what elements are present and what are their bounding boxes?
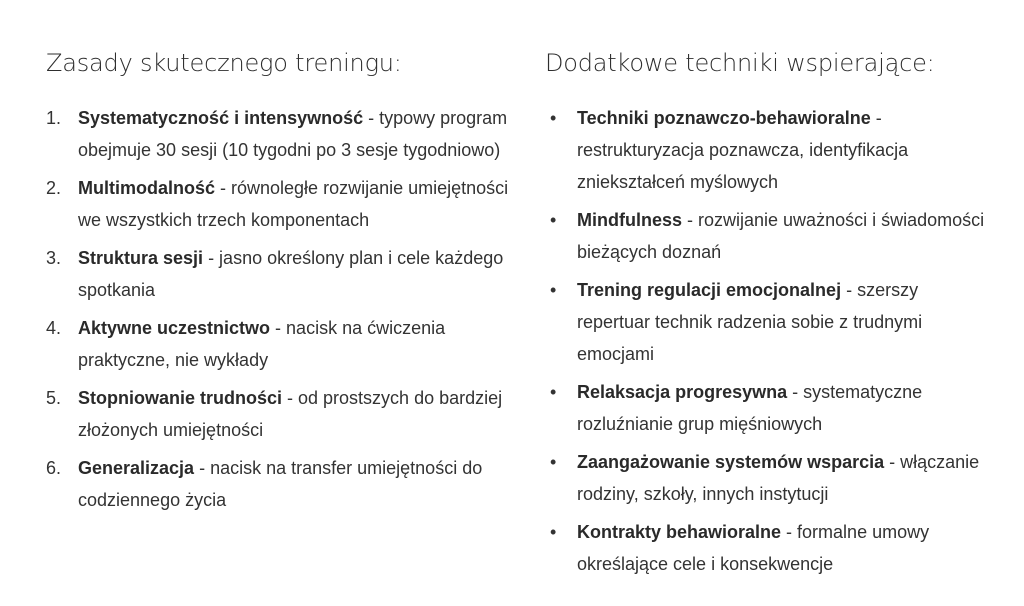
bullet-icon: • [550,522,557,542]
item-description: - nacisk na transfer umiejętności do codziennego życia [78,458,483,510]
item-description: - od prostszych do bardziej złożonych umiejętności [78,388,503,440]
list-item [46,242,516,306]
item-term: Kontrakty behawioralne [577,522,782,542]
supporting-techniques-heading: Dodatkowe techniki wspierające: [545,49,935,77]
item-term: Stopniowanie trudności [78,388,283,408]
item-term: Generalizacja [78,458,195,478]
item-term: Multimodalność [78,178,216,198]
list-item [545,516,985,580]
item-text [78,242,516,306]
bullet-icon: • [550,108,557,128]
item-text [577,102,985,198]
item-text [577,446,985,510]
item-description: - włączanie rodziny, szkoły, innych instytucji [577,452,980,504]
item-number: 2. [46,178,62,198]
bullet-icon: • [550,280,557,300]
list-item [46,172,516,236]
item-term: Zaangażowanie systemów wsparcia [577,452,885,472]
item-term: Mindfulness [577,210,683,230]
list-item [545,376,985,440]
list-item [46,312,516,376]
item-term: Relaksacja progresywna [577,382,788,402]
bullet-icon: • [550,452,557,472]
item-term: Systematyczność i intensywność [78,108,364,128]
list-item [545,274,985,370]
item-term: Aktywne uczestnictwo [78,318,271,338]
item-description: - formalne umowy określające cele i konsekwencje [577,522,930,574]
supporting-techniques-section [545,46,985,586]
list-item [545,446,985,510]
item-description: - systematyczne rozluźnianie grup mięśniowych [577,382,923,434]
list-item [545,204,985,268]
item-text [78,172,516,236]
item-description: - jasno określony plan i cele każdego spotkania [78,248,504,300]
list-item [46,382,516,446]
list-item [46,102,516,166]
bullet-icon: • [550,210,557,230]
item-term: Struktura sesji [78,248,204,268]
item-text [78,452,516,516]
item-description: - rozwijanie uważności i świadomości bieżących doznań [577,210,985,262]
item-text [577,376,985,440]
item-description: - szerszy repertuar technik radzenia sobie z trudnymi emocjami [577,280,923,364]
item-text [78,102,516,166]
item-description: - nacisk na ćwiczenia praktyczne, nie wykłady [78,318,446,370]
item-number: 3. [46,248,62,268]
list-item [46,452,516,516]
item-description: - typowy program obejmuje 30 sesji (10 tygodni po 3 sesje tygodniowo) [78,108,508,160]
item-text [577,274,985,370]
supporting-techniques-list [545,102,985,580]
item-number: 1. [46,108,62,128]
item-text [78,312,516,376]
training-principles-section [46,46,516,522]
training-principles-heading: Zasady skutecznego treningu: [46,49,402,77]
item-number: 6. [46,458,62,478]
item-number: 4. [46,318,62,338]
training-principles-list [46,102,516,516]
item-term: Trening regulacji emocjonalnej [577,280,842,300]
item-text [577,516,985,580]
item-number: 5. [46,388,62,408]
item-text [577,204,985,268]
item-description: - restrukturyzacja poznawcza, identyfikacja zniekształceń myślowych [577,108,909,192]
item-description: - równoległe rozwijanie umiejętności we wszystkich trzech komponentach [78,178,509,230]
bullet-icon: • [550,382,557,402]
item-text [78,382,516,446]
item-term: Techniki poznawczo-behawioralne [577,108,871,128]
list-item [545,102,985,198]
